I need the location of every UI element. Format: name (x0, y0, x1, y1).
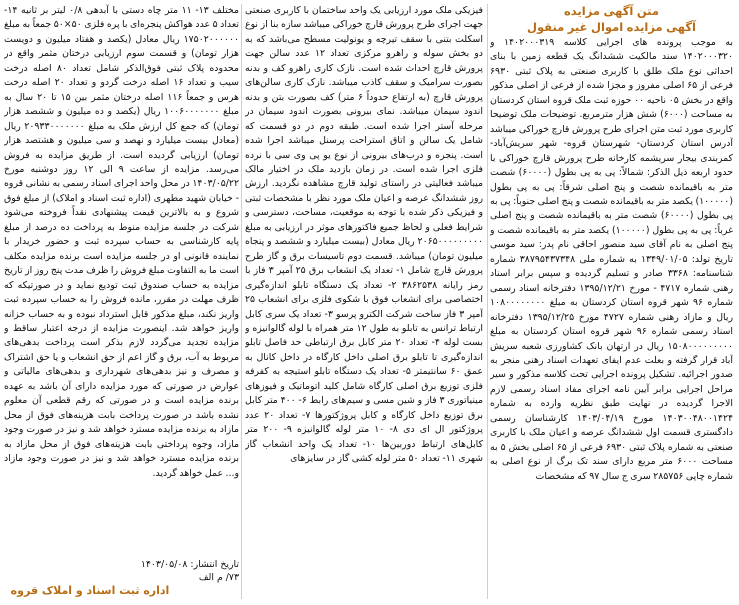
notice-subtitle: آگهی مزایده اموال غیر منقول (526, 20, 696, 34)
column-divider (487, 4, 488, 599)
column-divider (241, 4, 242, 599)
notice-column-middle (245, 4, 483, 601)
reference-code: ۷۳/ م الف (198, 572, 239, 583)
notice-body-right: به موجب پرونده های اجرایی کلاسه ۱۴۰۲۰۰۰۳۱۹ و ۱۴۰۲۰۰۰۳۲۰ سند مالکیت ششدانگ یک قطعه زمین با بنای احداثی نوع ملک طلق با کاربری صنعتی به پلاک ثبتی ۶۹۳۰ فرعی از ۶۵ اصلی مفروز و مجزا شده از فرعی از اصلی مذکور واقع در بخش ۰۵ ناحیه ۰۰ حوزه ثبت ملک قروه استان کردستان به مساحت (۶۰۰۰) شش هزار مترمربع. توضیحات ملک توضیحا کاربری مورد ثبت متن اجرای طرح پرورش قارچ خوراکی میباشد آدرس استان کردستان- شهرستان قروه- شهر سریش‌آباد-کمربندی بیجار سریشمه کارخانه طرح پرورش قارچ خوراکی با حدود اربعه ذیل الذکر: شمالاً: پی به پی بطول (۶۰۰۰۰) شصت متر به باقیمانده شصت و پنج اصلی شرقاً: پی به پی بطول (۱۰۰۰۰۰) یکصد متر به باقیمانده شصت و پنج اصلی جنوباً: پی به پی بطول (۶۰۰۰۰) شصت متر به باقیمانده شصت و پنج اصلی غرباً: پی به پی بطول (۱۰۰۰۰۰) یکصد متر به باقیمانده شصت و پنج اصلی به نام آقای سید منصور احاقی نام پدر: سید موسی تاریخ تولد: ۱۳۴۹/۰۱/۰۵ به شماره ملی ۳۸۷۹۵۴۳۷۳۴۸ شماره شناسنامه: ۳۳۶۸ صادر و تسلیم گردیده و سپس برابر اسناد رهنی شماره ۴۷۱۷ - مورخ ۱۳۹۵/۱۲/۲۱ دفترخانه اسناد رسمی شماره ۹۶ شهر قروه استان کردستان به مبلغ ۱۰۸۰۰۰۰۰۰۰۰ ریال و مازاد رهنی شماره ۴۷۲۷ مورخ ۱۳۹۵/۱۲/۲۵ دفترخانه اسناد رسمی شماره ۹۶ شهر قروه استان کردستان به مبلغ ۱۵۰۸۰۰۰۰۰۰۰۰۰ ریال در ارتهان بانک کشاورزی شعبه سریش آباد قرار گرفته و بعلت عدم ایفای تعهدات اسناد رهنی منجر به صدور اجرائیه. تشکیل پرونده اجرایی تحت کلاسه مذکور و سیر مراحل اجرایی برابر آیین نامه اجرای مفاد اسناد رسمی لازم الاجرا گردیده در نهایت طبق نظریه وارده به شماره ۱۴۰۳۰۰۴۸۰۰۱۴۲۴ مورخ ۱۴۰۳/۰۴/۱۹ کارشناسان رسمی دادگستری قسمت اول ششدانگ عرصه و اعیان ملک با کاربری صنعتی به شماره پلاک ثبتی ۶۹۳۰ فرعی از ۶۵ اصلی بخش ۵ به مساحت ۶۰۰۰ متر مربع دارای سند تک برگ از نوع اصلی به شماره چاپی ۲۸۵۷۵۶ سری ج سال ۹۷ که مشخصات (490, 37, 733, 482)
notice-footer (4, 558, 239, 584)
publish-date: تاریخ انتشار: ۱۴۰۳/۰۵/۰۸ (140, 559, 239, 570)
notice-column-right (490, 4, 733, 601)
notice-title: متن آگهی مزایده (564, 4, 659, 18)
notice-body-left: مختلف ۱۳- ۱۱ متر چاه دستی با آبدهی ۰/۸ لیتر بر ثانیه ۱۴- تعداد ۵ عدد هواکش پنجره‌ای با پره فلزی ۵۰×۵۰ جمعاً به مبلغ ۱۷۵۰۲۰۰۰۰۰۰ ریال معادل (یکصد و هفتاد میلیون و دویست هزار تومان) و قسمت سوم ارزیابی درختان مثمر واقع در محدوده پلاک ثبتی فوق‌الذکر شامل تعداد ۸۰ اصله درخت سیب و تعداد ۱۶ اصله درخت گردو و تعداد ۲۰ اصله درخت هرس و جمعاً ۱۱۶ اصله درختان مثمر بین ۱۵ تا ۲۰ سال به مبلغ ۱۰۰۶۰۰۰۰۰۰۰ ریال (یکصد و ده میلیون و ششصد هزار تومان) که جمع کل ارزش ملک به مبلغ ۲۰۹۳۳۰۰۰۰۰۰۰ ریال (معادل بیست میلیارد و نهصد و سی میلیون و هشتصد هزار تومان) ارزیابی گردیده است. از طریق مزایده به فروش می‌رسد. مزایده از ساعت ۹ الی ۱۲ روز دوشنبه مورخ ۱۴۰۳/۰۵/۲۲ در محل واحد اجرای اسناد رسمی به نشانی قروه - خیابان شهید مطهری (اداره ثبت اسناد و املاک) از مبلغ فوق شروع و به بالاترین قیمت پیشنهادی نقداً فروخته می‌شود شرکت در جلسه مزایده منوط به پرداخت ده درصد از مبلغ پایه کارشناسی به حساب سپرده ثبت و حضور خریدار با نماینده قانونی او در جلسه مزایده است برنده مزایده مکلف است ما به التفاوت مبلغ فروش را ظرف مدت پنج روز از تاریخ مزایده به حساب صندوق ثبت تودیع نماید و در صورتیکه که ظرف مهلت در مقرر، مانده فروش را به حساب سپرده ثبت واریز نکند، مبلغ مذکور قابل استرداد نبوده و به حساب خزانه واریز خواهد شد. اینصورت مزایده از درجه اعتبار ساقط و مزایده تجدید می‌گردد لازم بذکر است پرداخت بدهی‌های مربوط به آب، برق و گاز اعم از حق انشعاب و یا حق اشتراک و مصرف و نیز بدهی‌های شهرداری و بدهی‌های مالیاتی و عوارض در صورتی که مورد مزایده دارای آن باشد به عهده برنده مزایده است و در صورتی که رقم قطعی آن معلوم نشده باشد در صورت پرداخت بابت هزینه‌های فوق از محل مازاد به برنده مزایده مسترد خواهد شد و نیز در صورت وجود مازاد، وجوه پرداختی بابت هزینه‌های فوق از محل مازاد به برنده مزایده مسترد خواهد شد و نیز در صورت وجود مازاد و... عمل خواهد گردید. (4, 5, 239, 479)
notice-column-left (4, 4, 239, 557)
notice-body-middle: فیزیکی ملک مورد ارزیابی یک واحد ساختمان با کاربری صنعتی جهت اجرای طرح پرورش قارچ خوراکی میباشد سازه بنا از نوع اسکلت بتنی با سقف تیرچه و یونولیت مسطح می‌باشد که به دو بخش سوله و راهرو مرکزی تعداد ۱۲ عدد سالن جهت پرورش قارچ احداث شده است. نازک کاری راهرو کف و بدنه بصورت سرامیک و سقف کاذب میباشد. نازک کاری سالن‌های پرورش قارچ (به ارتفاع حدوداً ۶ متر) کف بصورت بتن و بدنه اندود سیمان میباشد. نمای بیرونی بصورت اندود سیمان در مرحله آستر اجرا شده است. طبقه دوم در دو قسمت که شامل یک سالن و اتاق استراحت پرسنل میباشد اجرا شده است. پنجره و درب‌های بیرونی از نوع یو پی وی سی با نرده فلزی اجرا شده است. در زمان بازدید ملک در اختیار مالک میباشد فعالیتی در راستای تولید قارچ مشاهده نگردید. ارزش روز ششدانگ عرصه و اعیان ملک مورد نظر با مشخصات ثبتی و فیزیکی ذکر شده با توجه به موقعیت، مساحت، دسترسی و شرایط فعلی و لحاظ جمیع فاکتورهای موثر در ارزیابی به مبلغ ۲۰۶۵۰۰۰۰۰۰۰۰۰ ریال معادل (بیست میلیارد و ششصد و پنجاه میلیون تومان) میباشد. قسمت دوم تاسیسات برق و گاز طرح پرورش قارچ شامل ۱- تعداد یک انشعاب برق ۲۵ آمپر ۳ فاز با رمز رایانه ۳۸۶۲۵۳۸ ۲- تعداد یک دستگاه تابلو اندازه‌گیری اختصاصی برای انشعاب فوق با شکوی فلزی برای انشعاب ۲۵ آمپر ۳ فاز ساخت شرکت الکترو پرسو ۳- تعداد یک سری کابل ارتباط ترانس به تابلو به طول ۱۲ متر همراه با لوله گالوانیزه و بست لوله ۴- تعداد ۲۰ متر کابل برق ارتباطی حد فاصل تابلو اندازه‌گیری تا تابلو برق اصلی داخل کارگاه در داخل کانال به عمق ۶۰ سانتیمتر ۵- تعداد یک دستگاه تابلو استیجه به کفرفه فلزی توزیع برق اصلی کارگاه شامل کلید اتوماتیک و فیوزهای مینیاتوری ۳ فاز و شین مسی و سیم‌های رابط ۶- ۴۰۰ متر کابل برق توزیع داخل کارگاه و کابل پروژکتورها ۷- تعداد ۲۰ عدد پروژکتور ال ای دی ۸- ۱۰ متر لوله گالوانیزه ۹- ۲۰۰ متر کابل‌های ارتباط دوربین‌ها ۱۰- تعداد یک واحد انشعاب گاز شهری ۱۱- تعداد ۵۰ متر لوله کشی گاز در سایزهای (245, 5, 483, 465)
organization-signature: اداره ثبت اسناد و املاک قروه (10, 584, 170, 597)
